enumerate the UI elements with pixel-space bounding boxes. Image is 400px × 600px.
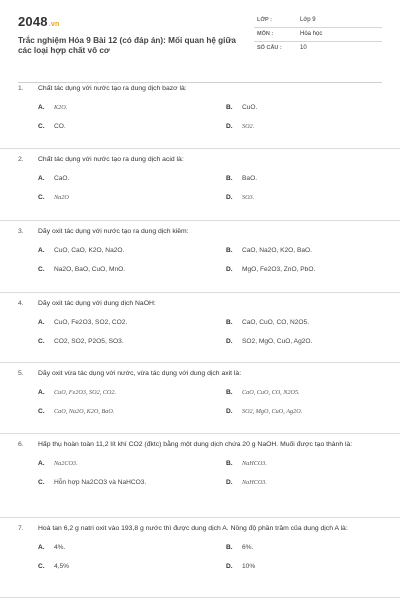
answer-text: MgO, Fe2O3, ZnO, PbO. bbox=[242, 265, 316, 273]
answer-text: 4%. bbox=[54, 543, 66, 551]
question-text: Dãy oxit tác dụng với dung dịch NaOH: bbox=[38, 300, 156, 307]
answer-letter: B. bbox=[226, 459, 233, 467]
answer-text: SO2, MgO, CuO, Ag2O. bbox=[242, 337, 313, 345]
question-stem bbox=[18, 155, 382, 166]
answer-letter: D. bbox=[226, 193, 233, 201]
question-text: Hấp thụ hoàn toàn 11,2 lít khí CO2 (đktc) bằng một dung dịch chứa 20 g NaOH. Muối được tạo thành là: bbox=[38, 441, 353, 448]
question-text: Chất tác dụng với nước tạo ra dung dịch acid là: bbox=[38, 156, 184, 163]
answer-grid bbox=[18, 103, 382, 132]
answer-letter: B. bbox=[226, 103, 233, 111]
answer-letter: A. bbox=[38, 318, 45, 326]
answer-letter: D. bbox=[226, 337, 233, 345]
question-item bbox=[0, 78, 400, 149]
answer-text: SO3. bbox=[242, 193, 255, 201]
answer-letter: B. bbox=[226, 543, 233, 551]
logo-text: 2048 bbox=[18, 14, 48, 29]
answer-option-c[interactable] bbox=[18, 337, 194, 347]
answer-letter: D. bbox=[226, 407, 233, 415]
answer-letter: D. bbox=[226, 478, 233, 486]
question-stem bbox=[18, 227, 382, 238]
answer-option-c[interactable] bbox=[18, 122, 194, 132]
question-list bbox=[0, 78, 400, 598]
logo-suffix: .vn bbox=[48, 21, 60, 28]
answer-option-a[interactable] bbox=[18, 174, 194, 184]
answer-option-a[interactable] bbox=[18, 459, 194, 469]
question-stem bbox=[18, 524, 382, 535]
answer-grid bbox=[18, 246, 382, 275]
answer-letter: A. bbox=[38, 246, 45, 254]
question-stem bbox=[18, 84, 382, 95]
site-logo[interactable] bbox=[18, 14, 59, 29]
answer-option-a[interactable] bbox=[18, 103, 194, 113]
answer-text: Na2CO3. bbox=[54, 459, 78, 467]
answer-letter: B. bbox=[226, 174, 233, 182]
page-title: Trắc nghiệm Hóa 9 Bài 12 (có đáp án): Mối quan hệ giữa các loại hợp chất vô cơ bbox=[18, 36, 236, 55]
answer-option-d[interactable] bbox=[206, 265, 382, 275]
answer-text: 4,5% bbox=[54, 562, 70, 570]
answer-text: CuO. bbox=[242, 103, 258, 111]
answer-text: CaO, CuO, CO, N2O5. bbox=[242, 388, 300, 396]
answer-option-b[interactable] bbox=[206, 318, 382, 328]
answer-grid bbox=[18, 174, 382, 203]
question-stem bbox=[18, 299, 382, 310]
answer-grid bbox=[18, 459, 382, 488]
answer-option-d[interactable] bbox=[206, 478, 382, 488]
answer-letter: C. bbox=[38, 407, 45, 415]
answer-option-c[interactable] bbox=[18, 478, 194, 488]
answer-letter: B. bbox=[226, 246, 233, 254]
answer-text: 10% bbox=[242, 562, 256, 570]
answer-letter: A. bbox=[38, 388, 45, 396]
answer-text: 6%. bbox=[242, 543, 254, 551]
answer-letter: B. bbox=[226, 388, 233, 396]
answer-letter: A. bbox=[38, 459, 45, 467]
question-number: 6. bbox=[18, 441, 24, 448]
answer-grid bbox=[18, 388, 382, 417]
answer-text: CO2, SO2, P2O5, SO3. bbox=[54, 337, 124, 345]
info-row-question-count bbox=[254, 42, 382, 56]
answer-text: CO. bbox=[54, 122, 66, 130]
answer-option-b[interactable] bbox=[206, 388, 382, 398]
answer-letter: B. bbox=[226, 318, 233, 326]
answer-option-b[interactable] bbox=[206, 543, 382, 553]
question-stem bbox=[18, 440, 382, 451]
answer-text: CaO, Na2O, K2O, BaO. bbox=[242, 246, 312, 254]
answer-option-d[interactable] bbox=[206, 562, 382, 572]
answer-letter: A. bbox=[38, 103, 45, 111]
answer-option-b[interactable] bbox=[206, 103, 382, 113]
answer-grid bbox=[18, 318, 382, 347]
answer-letter: C. bbox=[38, 478, 45, 486]
info-value: Lớp 9 bbox=[300, 17, 316, 23]
answer-letter: A. bbox=[38, 543, 45, 551]
answer-option-d[interactable] bbox=[206, 122, 382, 132]
question-text: Dãy oxit vừa tác dụng với nước, vừa tác dụng với dung dịch axit là: bbox=[38, 370, 242, 377]
answer-option-d[interactable] bbox=[206, 407, 382, 417]
answer-text: CuO, Fe2O3, SO2, CO2. bbox=[54, 318, 128, 326]
answer-option-a[interactable] bbox=[18, 318, 194, 328]
answer-text: CaO. bbox=[54, 174, 70, 182]
question-number: 2. bbox=[18, 156, 24, 163]
answer-letter: C. bbox=[38, 122, 45, 130]
answer-option-a[interactable] bbox=[18, 246, 194, 256]
question-item bbox=[0, 221, 400, 293]
page-header bbox=[18, 14, 382, 78]
question-item bbox=[0, 434, 400, 518]
answer-option-b[interactable] bbox=[206, 246, 382, 256]
answer-text: NaHCO3. bbox=[242, 478, 267, 486]
answer-option-a[interactable] bbox=[18, 388, 194, 398]
answer-option-b[interactable] bbox=[206, 459, 382, 469]
answer-text: Hỗn hợp Na2CO3 và NaHCO3. bbox=[54, 478, 147, 486]
answer-letter: A. bbox=[38, 174, 45, 182]
info-key: SỐ CÂU : bbox=[257, 45, 282, 51]
question-text: Chất tác dụng với nước tạo ra dung dịch bazơ là: bbox=[38, 85, 187, 92]
question-item bbox=[0, 518, 400, 598]
answer-text: CuO, Fe2O3, SO2, CO2. bbox=[54, 388, 117, 396]
info-row-subject bbox=[254, 28, 382, 42]
answer-letter: C. bbox=[38, 337, 45, 345]
question-item bbox=[0, 293, 400, 363]
question-number: 7. bbox=[18, 525, 24, 532]
answer-text: K2O. bbox=[54, 103, 68, 111]
question-number: 5. bbox=[18, 370, 24, 377]
answer-option-c[interactable] bbox=[18, 407, 194, 417]
answer-option-b[interactable] bbox=[206, 174, 382, 184]
answer-option-d[interactable] bbox=[206, 193, 382, 203]
answer-letter: C. bbox=[38, 193, 45, 201]
answer-option-c[interactable] bbox=[18, 193, 194, 203]
question-item bbox=[0, 149, 400, 221]
question-number: 4. bbox=[18, 300, 24, 307]
question-number: 3. bbox=[18, 228, 24, 235]
answer-text: SO2. bbox=[242, 122, 255, 130]
answer-text: CaO, Na2O, K2O, BaO. bbox=[54, 407, 115, 415]
question-text: Dãy oxit tác dụng với nước tạo ra dung dịch kiềm: bbox=[38, 228, 189, 235]
answer-text: Na2O, BaO, CuO, MnO. bbox=[54, 265, 126, 273]
info-value: 10 bbox=[300, 45, 307, 51]
answer-text: CuO, CaO, K2O, Na2O. bbox=[54, 246, 125, 254]
answer-text: SO2, MgO, CuO, Ag2O. bbox=[242, 407, 303, 415]
answer-grid bbox=[18, 543, 382, 572]
answer-text: BaO. bbox=[242, 174, 258, 182]
info-table bbox=[254, 14, 382, 56]
answer-option-c[interactable] bbox=[18, 562, 194, 572]
question-stem bbox=[18, 369, 382, 380]
answer-letter: D. bbox=[226, 265, 233, 273]
question-number: 1. bbox=[18, 85, 24, 92]
answer-option-d[interactable] bbox=[206, 337, 382, 347]
answer-option-c[interactable] bbox=[18, 265, 194, 275]
answer-letter: D. bbox=[226, 122, 233, 130]
answer-text: Na2O bbox=[54, 193, 69, 201]
answer-letter: D. bbox=[226, 562, 233, 570]
info-value: Hóa học bbox=[300, 31, 323, 37]
question-text: Hoà tan 6,2 g natri oxit vào 193,8 g nước thì được dung dịch A. Nồng độ phần trăm của dung dịch A là: bbox=[38, 525, 348, 532]
answer-option-a[interactable] bbox=[18, 543, 194, 553]
info-key: MÔN : bbox=[257, 31, 274, 37]
answer-letter: C. bbox=[38, 265, 45, 273]
info-row-grade bbox=[254, 14, 382, 28]
info-key: LỚP : bbox=[257, 17, 272, 23]
question-item bbox=[0, 363, 400, 434]
answer-text: CaO, CuO, CO, N2O5. bbox=[242, 318, 310, 326]
answer-letter: C. bbox=[38, 562, 45, 570]
answer-text: NaHCO3. bbox=[242, 459, 267, 467]
